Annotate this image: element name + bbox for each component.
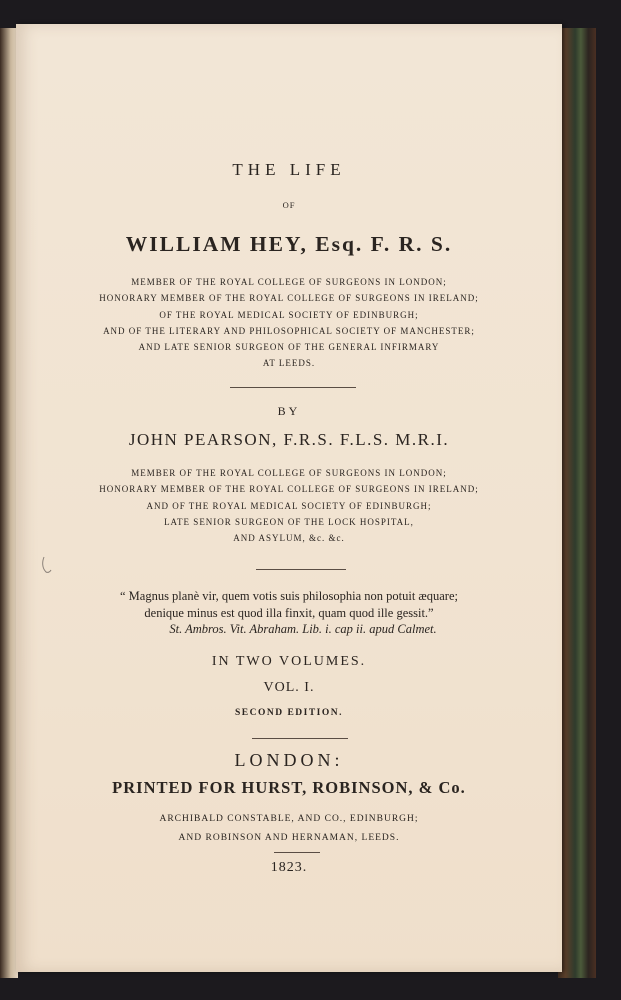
imprint-line: ARCHIBALD CONSTABLE, AND CO., EDINBURGH;: [159, 814, 419, 824]
author-credential-line: LATE SENIOR SURGEON OF THE LOCK HOSPITAL,: [164, 517, 414, 527]
subject-credential-line: HONORARY MEMBER OF THE ROYAL COLLEGE OF SURGEONS IN IRELAND;: [99, 293, 479, 303]
epigraph-line: “ Magnus planè vir, quem votis suis philosophia non potuit æquare;: [119, 589, 458, 603]
edition-line: SECOND EDITION.: [234, 708, 344, 718]
epigraph-source: St. Ambros. Vit. Abraham. Lib. i. cap ii. apud Calmet.: [169, 622, 437, 636]
subject-credential-line: AND OF THE LITERARY AND PHILOSOPHICAL SOCIETY OF MANCHESTER;: [103, 326, 475, 336]
subject-credential-line: AND LATE SENIOR SURGEON OF THE GENERAL INFIRMARY: [138, 342, 440, 352]
book-binding-edge: [558, 28, 596, 978]
divider-rule: [274, 852, 320, 853]
subject-name: WILLIAM HEY, Esq. F. R. S.: [125, 232, 453, 256]
author-credential-line: MEMBER OF THE ROYAL COLLEGE OF SURGEONS IN LONDON;: [131, 468, 447, 478]
by-line: BY: [277, 404, 301, 418]
title-page: [16, 24, 562, 972]
imprint-printer: PRINTED FOR HURST, ROBINSON, & Co.: [112, 778, 466, 797]
pencil-mark-icon: [40, 556, 54, 574]
epigraph-line: denique minus est quod illa finxit, quam quod ille gessit.”: [144, 606, 434, 620]
author-credential-line: AND ASYLUM, &c. &c.: [233, 533, 345, 543]
imprint-line: AND ROBINSON AND HERNAMAN, LEEDS.: [178, 833, 400, 843]
subject-credential-line: OF THE ROYAL MEDICAL SOCIETY OF EDINBURGH;: [159, 310, 419, 320]
publication-year: 1823.: [270, 860, 308, 875]
subject-credential-line: AT LEEDS.: [262, 358, 316, 368]
imprint-city: LONDON:: [234, 750, 344, 770]
divider-rule: [256, 569, 346, 570]
author-credential-line: AND OF THE ROYAL MEDICAL SOCIETY OF EDINBURGH;: [146, 501, 432, 511]
title-line: THE LIFE: [232, 160, 346, 179]
of-line: OF: [282, 200, 296, 210]
divider-rule: [252, 738, 348, 739]
volumes-line: IN TWO VOLUMES.: [211, 654, 367, 669]
author-name: JOHN PEARSON, F.R.S. F.L.S. M.R.I.: [128, 430, 450, 449]
volume-number: VOL. I.: [263, 680, 315, 695]
author-credential-line: HONORARY MEMBER OF THE ROYAL COLLEGE OF SURGEONS IN IRELAND;: [99, 484, 479, 494]
subject-credential-line: MEMBER OF THE ROYAL COLLEGE OF SURGEONS IN LONDON;: [131, 277, 447, 287]
divider-rule: [230, 387, 356, 388]
